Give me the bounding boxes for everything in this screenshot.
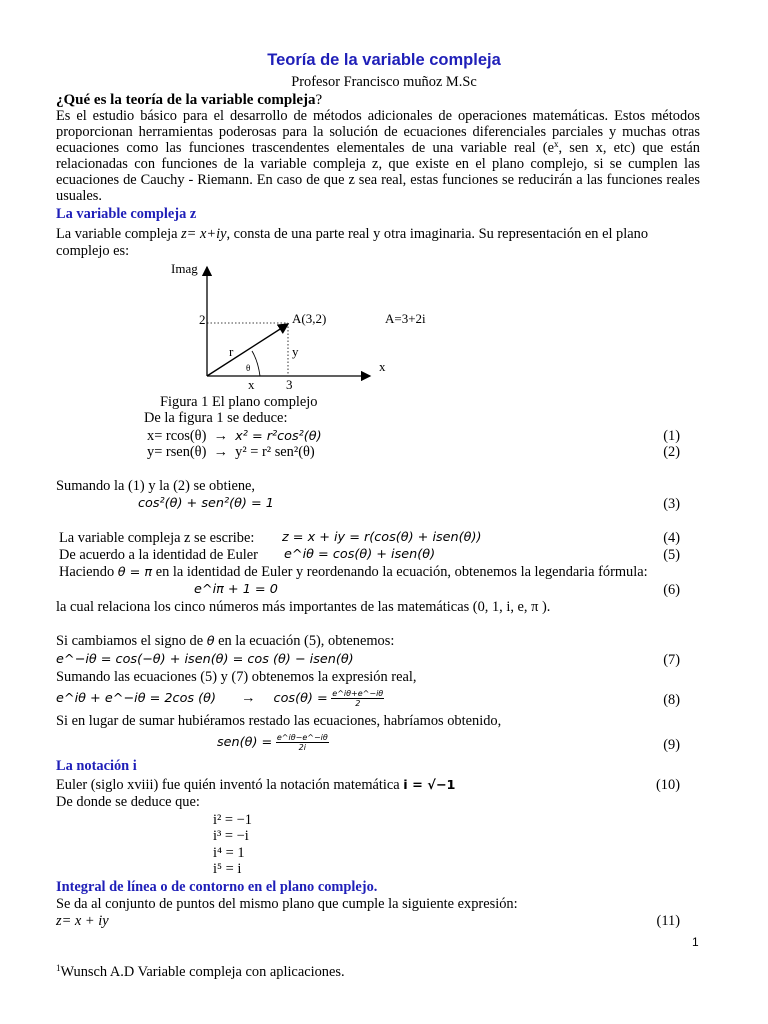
equation-9-intro: Si en lugar de sumar hubiéramos restado las ecuaciones, habríamos obtenido,	[56, 713, 502, 729]
power-i-5: i⁵ = i	[213, 861, 242, 877]
y-label: y	[292, 344, 299, 359]
page-title: Teoría de la variable compleja	[267, 51, 501, 69]
variable-line: La variable compleja z= x+iy, consta de una parte real y otra imaginaria. Su representación en el plano	[56, 226, 649, 242]
equation-8-intro: Sumando las ecuaciones (5) y (7) obtenemos la expresión real,	[56, 669, 417, 685]
equation-2-number: (2)	[663, 444, 680, 460]
imag-axis-label: Imag	[171, 261, 198, 276]
intro-paragraph: Es el estudio básico para el desarrollo de métodos adicionales de operaciones matemáticas. Estos métodos proporcionan herramientas poderosas para la solución de ecuaciones diferenciales parciales y muchas otras ecuaciones como las funciones trascendentes elementales de una variable real ($e^x$, sen x, etc) que están relacionadas con funciones de la variable compleja z, que existe en el plano complejo, si se cumplen las ecuaciones de Cauchy - Riemann. En caso de que z sea real, estas funciones se reducirán a las funciones reales usuales.	[56, 108, 700, 205]
equation-6-number: (6)	[663, 582, 680, 598]
section-heading-variable: La variable compleja z	[56, 206, 197, 222]
equation-7: e^−iθ = cos(−θ) + isen(θ) = cos (θ) − isen(θ)	[56, 652, 354, 667]
equation-1: x= rcos(θ) → x² = r²cos²(θ)	[147, 428, 322, 444]
equation-8-number: (8)	[663, 692, 680, 708]
figure-caption: Figura 1 El plano complejo	[160, 394, 318, 410]
equation-11-number: (11)	[656, 913, 680, 929]
equation-5: e^iθ = cos(θ) + isen(θ)	[284, 547, 436, 562]
power-i-2: i² = −1	[213, 812, 252, 828]
question-heading: ¿Qué es la teoría de la variable compleja?	[56, 92, 323, 108]
page-number: 1	[692, 935, 699, 949]
equation-8: e^iθ + e^−iθ = 2cos (θ) → cos(θ) = $\frac{e\^{}i\theta+e\^{}-i\theta}{2}$	[56, 689, 384, 709]
complex-plane-figure	[0, 255, 768, 405]
x-tick-label: 3	[286, 377, 293, 392]
theta-arc	[252, 351, 260, 376]
power-i-3: i³ = −i	[213, 828, 249, 844]
notation-deduce: De donde se deduce que:	[56, 794, 200, 810]
equation-7-intro: Si cambiamos el signo de θ en la ecuación (5), obtenemos:	[56, 633, 395, 649]
equation-10-number: (10)	[656, 777, 680, 793]
footnote: $^1$Wunsch A.D Variable compleja con aplicaciones.	[56, 963, 345, 980]
equation-1-number: (1)	[663, 428, 680, 444]
r-label: r	[229, 344, 234, 359]
variable-line-2: complejo es:	[56, 243, 130, 259]
theta-label: θ	[246, 363, 251, 373]
equation-7-number: (7)	[663, 652, 680, 668]
equation-11: z= x + iy	[56, 913, 109, 929]
complex-number-label: A=3+2i	[385, 311, 426, 326]
sum-intro: Sumando la (1) y la (2) se obtiene,	[56, 478, 256, 494]
x-axis-label: x	[379, 359, 386, 374]
equation-9: sen(θ) = $\frac{e\^{}i\theta-e\^{}-i\theta}{2i}$	[217, 733, 328, 753]
x-label: x	[248, 377, 255, 392]
section-heading-notation: La notación i	[56, 758, 137, 774]
equation-6: e^iπ + 1 = 0	[194, 582, 278, 597]
author-line: Profesor Francisco muñoz M.Sc	[291, 74, 477, 90]
equation-5-text: De acuerdo a la identidad de Euler	[59, 547, 258, 563]
deduce-intro: De la figura 1 se deduce:	[144, 410, 288, 426]
power-i-4: i⁴ = 1	[213, 845, 245, 861]
equation-3: cos²(θ) + sen²(θ) = 1	[138, 496, 274, 511]
equation-3-number: (3)	[663, 496, 680, 512]
equation-4: z = x + iy = r(cos(θ) + isen(θ))	[282, 530, 482, 545]
integral-line: Se da al conjunto de puntos del mismo plano que cumple la siguiente expresión:	[56, 896, 518, 912]
equation-4-number: (4)	[663, 530, 680, 546]
equation-6-intro: Haciendo θ = π en la identidad de Euler y reordenando la ecuación, obtenemos la legendaria fórmula:	[59, 564, 648, 580]
section-heading-integral: Integral de línea o de contorno en el plano complejo.	[56, 879, 378, 895]
point-label: A(3,2)	[292, 311, 327, 326]
equation-9-number: (9)	[663, 737, 680, 753]
equation-4-text: La variable compleja z se escribe:	[59, 530, 255, 546]
equation-2: y= rsen(θ) → y² = r² sen²(θ)	[147, 444, 315, 460]
notation-line: Euler (siglo xviii) fue quién inventó la notación matemática i = √−1	[56, 777, 456, 793]
equation-6-after: la cual relaciona los cinco números más importantes de las matemáticas (0, 1, i, e, π ).	[56, 599, 551, 615]
equation-5-number: (5)	[663, 547, 680, 563]
y-tick-label: 2	[199, 312, 206, 327]
